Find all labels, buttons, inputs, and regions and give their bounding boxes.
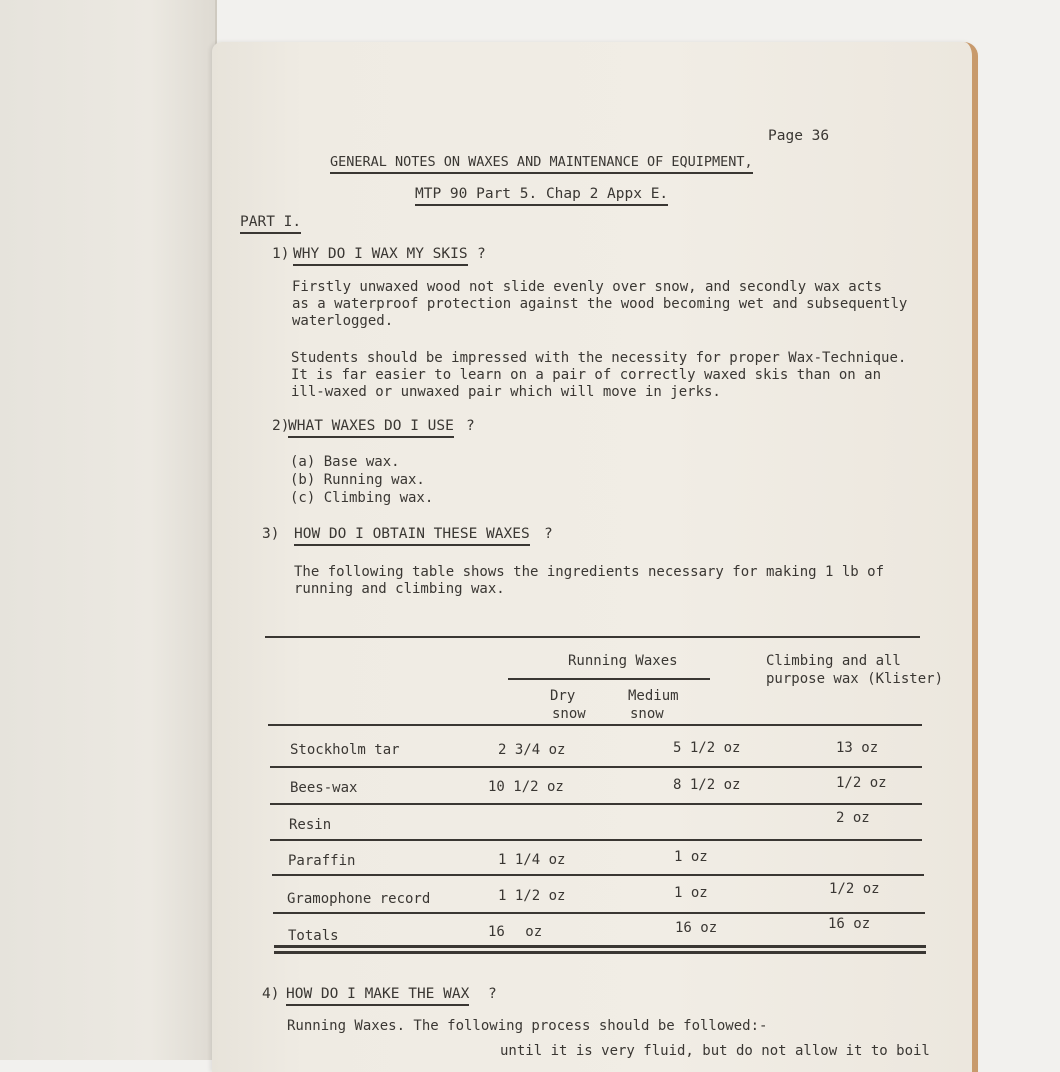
row-rule: [270, 803, 922, 805]
row-dry: 1 1/4 oz: [498, 852, 566, 868]
header-group-rule: [508, 678, 710, 680]
row-dry: 2 3/4 oz: [498, 742, 566, 758]
section-2-number: 2): [272, 418, 290, 434]
row-climbing: 1/2 oz: [836, 775, 887, 791]
section-1-qmark: ?: [477, 246, 486, 262]
list-item-a: (a) Base wax.: [290, 454, 400, 470]
header-climbing-2: purpose wax (Klister): [766, 671, 944, 687]
row-climbing: 2 oz: [836, 810, 870, 826]
header-running-waxes: Running Waxes: [568, 653, 678, 669]
row-dry: 16 oz: [488, 924, 543, 940]
list-item-b: (b) Running wax.: [290, 472, 425, 488]
section-4-heading: HOW DO I MAKE THE WAX: [286, 986, 469, 1006]
row-rule: [273, 912, 925, 914]
table-bottom-rule-1: [274, 945, 926, 948]
row-medium: 16 oz: [675, 920, 718, 936]
section-3-qmark: ?: [544, 526, 553, 542]
section-3-paragraph: The following table shows the ingredients necessary for making 1 lb of running and climbing wax.: [294, 564, 885, 597]
row-dry: 1 1/2 oz: [498, 888, 566, 904]
row-medium: 5 1/2 oz: [673, 740, 741, 756]
row-rule: [270, 766, 922, 768]
row-medium: 1 oz: [674, 849, 708, 865]
row-rule: [272, 874, 924, 876]
list-item-c: (c) Climbing wax.: [290, 490, 434, 506]
header-bottom-rule: [268, 724, 922, 726]
row-medium: 8 1/2 oz: [673, 777, 741, 793]
page-subtitle: MTP 90 Part 5. Chap 2 Appx E.: [415, 186, 668, 206]
row-name: Gramophone record: [287, 891, 431, 907]
section-3-number: 3): [262, 526, 280, 542]
section-4-paragraph: Running Waxes. The following process should be followed:-: [287, 1018, 768, 1034]
section-1-paragraph-1: Firstly unwaxed wood not slide evenly over snow, and secondly wax acts as a waterproof protection against the wood becoming wet and subsequently waterlogged.: [292, 279, 908, 329]
header-dry-1: Dry: [550, 688, 576, 704]
section-4-qmark: ?: [488, 986, 497, 1002]
section-4-cut-line: until it is very fluid, but do not allow it to boil: [500, 1043, 930, 1059]
row-medium: 1 oz: [674, 885, 708, 901]
section-1-paragraph-2: Students should be impressed with the necessity for proper Wax-Technique. It is far easier to learn on a pair of correctly waxed skis than on an ill-waxed or unwaxed pair which will move in jerks.: [291, 350, 907, 400]
row-name: Stockholm tar: [290, 742, 400, 758]
part-label: PART I.: [240, 214, 301, 234]
section-3-heading: HOW DO I OBTAIN THESE WAXES: [294, 526, 530, 546]
row-name: Paraffin: [288, 853, 356, 869]
section-4-number: 4): [262, 986, 280, 1002]
header-medium-2: snow: [630, 706, 664, 722]
section-1-number: 1): [272, 246, 290, 262]
section-1-heading: WHY DO I WAX MY SKIS: [293, 246, 468, 266]
row-dry: 10 1/2 oz: [488, 779, 564, 795]
row-rule: [270, 839, 922, 841]
row-name: Bees-wax: [290, 780, 358, 796]
row-climbing: 13 oz: [836, 740, 879, 756]
row-name: Resin: [289, 817, 332, 833]
page-number: Page 36: [768, 128, 830, 144]
row-name: Totals: [288, 928, 339, 944]
section-2-qmark: ?: [466, 418, 475, 434]
section-2-heading: WHAT WAXES DO I USE: [288, 418, 454, 438]
header-dry-2: snow: [552, 706, 586, 722]
page-title: GENERAL NOTES ON WAXES AND MAINTENANCE OF EQUIPMENT,: [330, 154, 753, 174]
header-medium-1: Medium: [628, 688, 679, 704]
table-bottom-rule-2: [274, 951, 926, 954]
row-climbing: 16 oz: [828, 916, 871, 932]
header-climbing-1: Climbing and all: [766, 653, 901, 669]
table-top-rule: [265, 636, 920, 638]
row-climbing: 1/2 oz: [829, 881, 880, 897]
